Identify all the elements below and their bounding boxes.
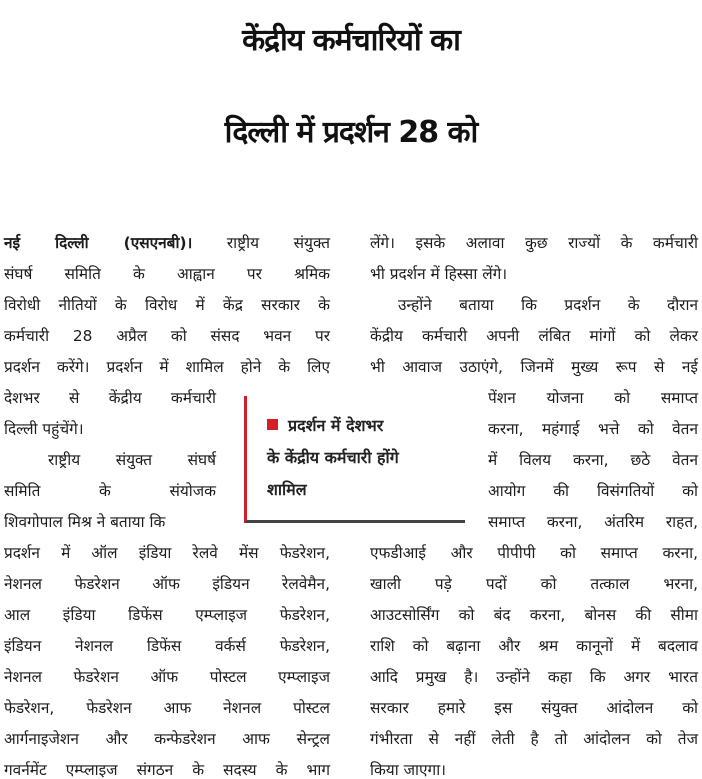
body-line: नेशनल फेडरेशन ऑफ पोस्टल एम्प्लाइज [4, 668, 330, 686]
pull-quote-line: के केंद्रीय कर्मचारी होंगे [267, 448, 399, 467]
body-line: सरकार हमारे इस संयुक्त आंदोलन को [370, 699, 698, 717]
body-line: लेंगे। इसके अलावा कुछ राज्यों के कर्मचारी [370, 234, 698, 252]
body-line: भी आवाज उठाएंगे, जिनमें मुख्य रूप से नई [370, 358, 698, 376]
pull-quote-line: शामिल [267, 480, 307, 499]
red-square-bullet-icon [267, 419, 278, 430]
dateline: नई दिल्ली (एसएनबी)। [4, 234, 193, 252]
body-line: संघर्ष समिति के आह्वान पर श्रमिक [4, 265, 330, 283]
body-line: आउटसोर्सिंग को बंद करना, बोनस की सीमा [370, 606, 698, 624]
body-line: कर्मचारी 28 अप्रैल को संसद भवन पर [4, 327, 330, 345]
body-line: राष्ट्रीय संयुक्त संघर्ष [48, 451, 216, 469]
body-line: विरोधी नीतियों के विरोध में केंद्र सरकार के [4, 296, 330, 314]
pull-quote-box [244, 396, 465, 523]
pull-quote-line: प्रदर्शन में देशभर [267, 414, 383, 436]
body-line: आयोग की विसंगतियों को [488, 482, 698, 500]
body-line: गंभीरता से नहीं लेती है तो आंदोलन को तेज [370, 730, 698, 748]
body-line: इंडियन नेशनल डिफेंस वर्कर्स फेडरेशन, [4, 637, 330, 655]
body-line: भी प्रदर्शन में हिस्सा लेंगे। [370, 265, 508, 283]
body-line: आदि प्रमुख है। उन्होंने कहा कि अगर भारत [370, 668, 698, 686]
body-line: गवर्नमेंट एम्प्लाइज संगठन के सदस्य के भाग [4, 761, 330, 779]
body-line: प्रदर्शन में ऑल इंडिया रेलवे मेंस फेडरेशन, [4, 544, 330, 562]
body-line: समिति के संयोजक [4, 482, 216, 500]
body-line: केंद्रीय कर्मचारी अपनी लंबित मांगों को लेकर [370, 327, 698, 345]
body-line: आल इंडिया डिफेंस एम्प्लाइज फेडरेशन, [4, 606, 330, 624]
body-line: करना, महंगाई भत्ते को वेतन [488, 420, 698, 438]
body-line: समाप्त करना, अंतरिम राहत, [488, 513, 698, 531]
body-line: पेंशन योजना को समाप्त [488, 389, 698, 407]
headline-line-2: दिल्ली में प्रदर्शन 28 को [224, 115, 478, 150]
headline-line-1: केंद्रीय कर्मचारियों का [242, 23, 460, 58]
body-line: नेशनल फेडरेशन ऑफ इंडियन रेलवेमैन, [4, 575, 330, 593]
body-line: दिल्ली पहुंचेंगे। [4, 420, 84, 438]
body-line: देशभर से केंद्रीय कर्मचारी [4, 389, 216, 407]
body-line: एफडीआई और पीपीपी को समाप्त करना, [370, 544, 698, 562]
body-line: राशि को बढ़ाना और श्रम कानूनों में बदलाव [370, 637, 698, 655]
body-line: नई दिल्ली (एसएनबी)। राष्ट्रीय संयुक्त [4, 234, 330, 252]
body-line: उन्होंने बताया कि प्रदर्शन के दौरान [398, 296, 698, 314]
body-line: आर्गनाइजेशन और कन्फेडरेशन आफ सेन्ट्रल [4, 730, 330, 748]
body-line: खाली पड़े पदों को तत्काल भरना, [370, 575, 698, 593]
body-line: शिवगोपाल मिश्र ने बताया कि [4, 513, 166, 531]
body-line: फेडरेशन, फेडरेशन आफ नेशनल पोस्टल [4, 699, 330, 717]
body-line: किया जाएगा। [370, 761, 447, 779]
body-line: प्रदर्शन करेंगे। प्रदर्शन में शामिल होने के लिए [4, 358, 330, 376]
body-line: में विलय करना, छठे वेतन [488, 451, 698, 469]
